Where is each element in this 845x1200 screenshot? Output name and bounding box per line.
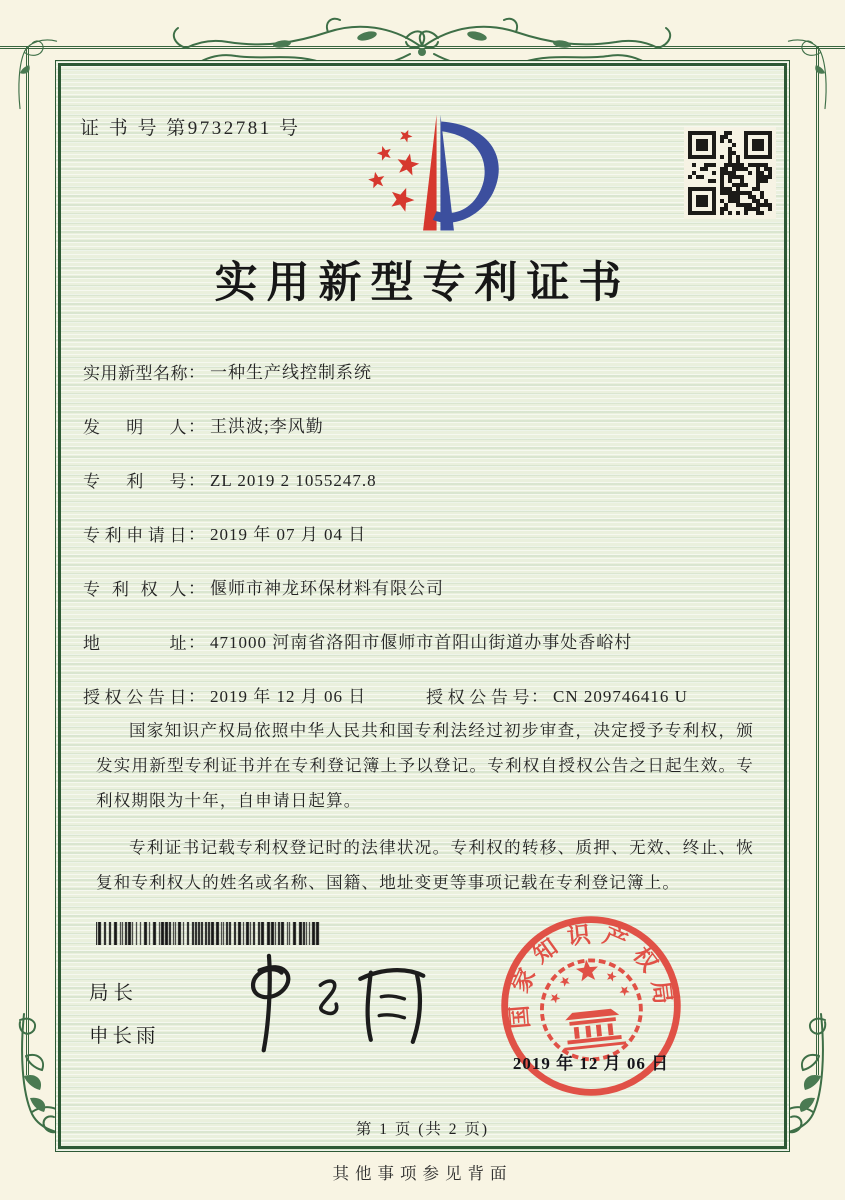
logo-stars-icon [368,130,419,212]
director-signature-icon [228,947,438,1057]
legal-paragraph: 专利证书记载专利权登记时的法律状况。专利权的转移、质押、无效、终止、恢复和专利权人的姓名或名称、国籍、地址变更等事项记载在专利登记簿上。 [96,838,754,892]
field-colon: ： [188,579,205,598]
seal-date: 2019 年 12 月 06 日 [512,1054,670,1073]
field-colon: ： [188,633,205,652]
director-name: 申长雨 [89,1026,160,1047]
field-colon: ： [188,687,205,706]
field-colon: ： [188,471,205,490]
field-row-patent-number [83,454,773,508]
certificate-panel [55,60,790,1152]
field-label: 专利权人 [83,579,187,599]
field-label: 实用新型名称 [83,363,188,383]
back-side-note: 其他事项参见背面 [332,1164,513,1183]
field-value: ZL 2019 2 1055247.8 [210,471,377,490]
barcode [96,922,321,945]
legal-text-section [96,713,754,900]
field-colon: ： [188,363,205,382]
page-number: 第 1 页 (共 2 页) [355,1121,490,1138]
certificate-title: 实用新型专利证书 [214,260,631,307]
field-colon: ： [188,417,205,436]
frame-left-line [26,47,29,1075]
field-value: 471000 河南省洛阳市偃师市首阳山街道办事处香峪村 [210,633,633,652]
field-label: 授权公告日 [83,687,187,707]
fields-section [83,346,773,724]
field-value: 2019 年 07 月 04 日 [210,525,367,544]
field-row-filing-date [83,508,773,562]
field-row-inventor [83,400,773,454]
national-emblem-icon [537,955,646,1065]
field-colon: ： [531,687,548,706]
field-colon: ： [188,525,205,544]
frame-right-line [816,47,819,1075]
field-label: 专利号 [83,471,187,491]
field-label: 授权公告号 [426,687,530,707]
seal-text: 国家知识产权局 [505,921,677,1030]
field-row-name [83,346,773,400]
field-label: 地址 [83,633,187,653]
field-value: CN 209746416 U [553,687,688,706]
field-label: 发明人 [83,417,187,437]
field-label: 专利申请日 [83,525,187,545]
legal-paragraph: 国家知识产权局依照中华人民共和国专利法经过初步审查，决定授予专利权，颁发实用新型专利证书并在专利登记簿上予以登记。专利权自授权公告之日起生效。专利权期限为十年，自申请日起算。 [96,721,754,810]
field-row-patentee [83,562,773,616]
field-value: 2019 年 12 月 06 日 [210,687,367,706]
field-value: 王洪波;李风勤 [210,417,324,436]
cnipa-logo-icon [341,109,536,244]
qr-code [684,127,776,219]
field-value: 偃师市神龙环保材料有限公司 [210,579,444,598]
certificate-number: 证 书 号 第9732781 号 [80,118,301,139]
field-row-address [83,616,773,670]
director-title: 局长 [89,983,139,1004]
field-value: 一种生产线控制系统 [210,363,372,382]
